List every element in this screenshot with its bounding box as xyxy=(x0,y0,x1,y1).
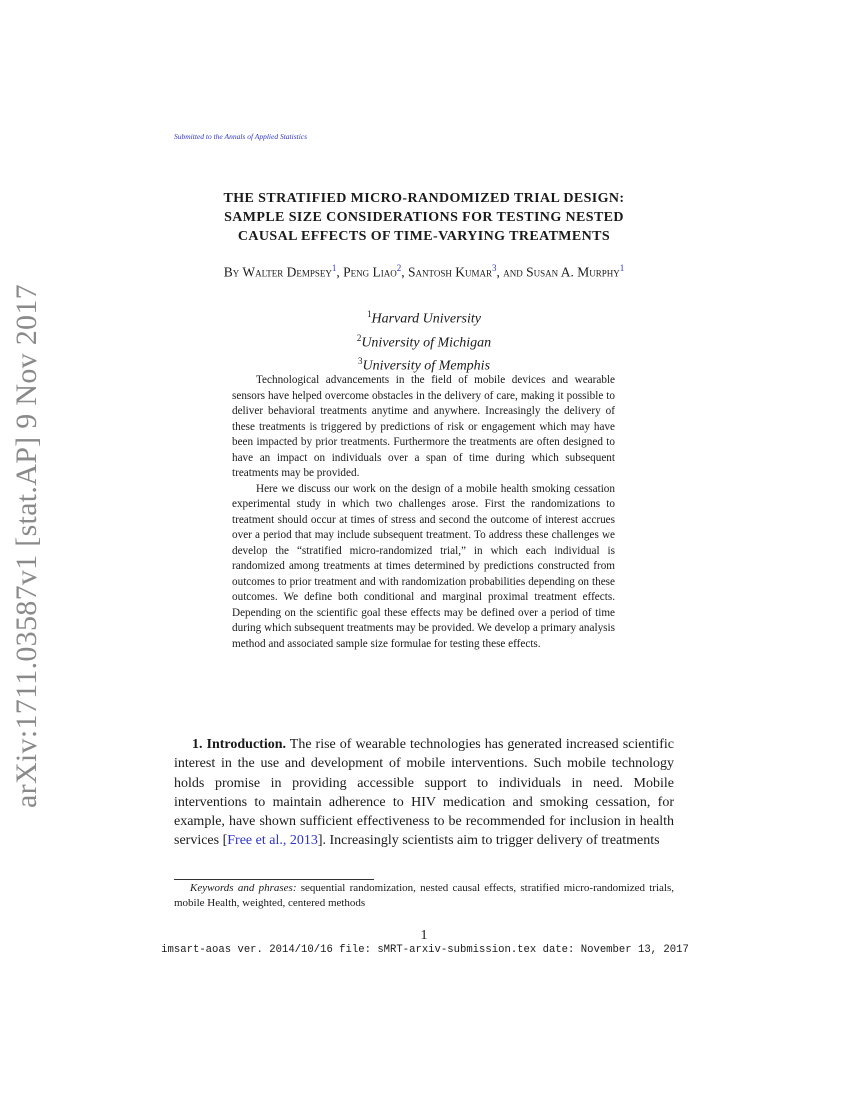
arxiv-identifier-stamp xyxy=(6,284,48,808)
introduction-section xyxy=(174,735,674,851)
arxiv-identifier-text: arXiv:1711.03587v1 [stat.AP] 9 Nov 2017 xyxy=(10,284,44,808)
keywords-footnote xyxy=(174,881,674,911)
author-separator: , and xyxy=(496,264,527,280)
title-line: SAMPLE SIZE CONSIDERATIONS FOR TESTING NESTED xyxy=(224,210,624,225)
abstract-paragraph: Technological advancements in the field of mobile devices and wearable sensors have helped overcome obstacles in the delivery of care, making it possible to deliver behavioral treatments anytime and anywhere. Increasingly the delivery of these treatments is triggered by predictions of risk or engagement which may have been impacted by prior treatments. Furthermore the treatments are often designed to have an impact on individuals over a span of time during which subsequent treatments may be provided. xyxy=(232,374,615,479)
introduction-text: ]. Increasingly scientists aim to trigger delivery of treatments xyxy=(317,833,660,849)
citation-link[interactable]: Free et al., 2013 xyxy=(227,833,318,849)
introduction-paragraph xyxy=(174,735,674,851)
footnote-divider xyxy=(174,879,374,880)
submitted-note[interactable]: Submitted to the Annals of Applied Statistics xyxy=(174,132,308,141)
author-separator: , xyxy=(401,264,409,280)
author-separator: , xyxy=(336,264,344,280)
author-list xyxy=(174,259,674,282)
title-line: THE STRATIFIED MICRO-RANDOMIZED TRIAL DESIGN: xyxy=(223,191,625,206)
affiliation-name: University of Michigan xyxy=(361,335,492,351)
section-heading: 1. Introduction. xyxy=(192,737,286,752)
keywords-label: Keywords and phrases: xyxy=(190,882,297,894)
author-name: Peng Liao xyxy=(343,264,397,280)
abstract xyxy=(232,373,615,652)
affiliation-mark: 1 xyxy=(366,309,372,319)
affiliation-name: Harvard University xyxy=(371,311,482,327)
affiliation xyxy=(174,305,674,329)
page-number: 1 xyxy=(420,928,428,943)
affiliation-mark-link[interactable]: 2 xyxy=(396,263,402,273)
affiliation-mark-link[interactable]: 1 xyxy=(619,263,625,273)
author-name: Santosh Kumar xyxy=(408,264,493,280)
affiliation-mark-link[interactable]: 3 xyxy=(492,263,497,273)
author-name: Susan A. Murphy xyxy=(526,264,620,280)
affiliation-mark: 3 xyxy=(357,356,363,367)
affiliation-mark: 2 xyxy=(356,332,362,343)
imsart-footer: imsart-aoas ver. 2014/10/16 file: sMRT-arxiv-submission.tex date: November 13, 2017 xyxy=(161,944,689,956)
author-prefix: By xyxy=(223,264,240,280)
keywords-paragraph xyxy=(174,881,674,911)
keywords-text: sequential randomization, nested causal effects, stratified micro-randomized trials, mobile Health, weighted, centered methods xyxy=(174,882,674,909)
introduction-text: The rise of wearable technologies has generated increased scientific interest in the use and development of mobile interventions. Such mobile technology holds promise in providing accessible support to individuals in need. Mobile interventions to maintain adherence to HIV medication and smoking cessation, for example, have shown sufficient effectiveness to be recommended for inclusion in health services [ xyxy=(174,737,675,849)
affiliation-list xyxy=(174,305,674,376)
affiliation-name: University of Memphis xyxy=(362,358,491,374)
paper-title xyxy=(174,189,674,246)
title-line: CAUSAL EFFECTS OF TIME-VARYING TREATMENTS xyxy=(237,229,611,244)
affiliation xyxy=(174,329,674,353)
author-name: Walter Dempsey xyxy=(242,264,332,280)
affiliation-mark-link[interactable]: 1 xyxy=(331,263,337,273)
abstract-paragraph: Here we discuss our work on the design of a mobile health smoking cessation experimental study in which two challenges arose. First the randomizations to treatment should occur at times of stress and second the outcome of interest accrues over a period that may include subsequent treatment. To address these challenges we develop the “stratified micro-randomized trial,” in which each individual is randomized among treatments at times determined by predictions constructed from outcomes to prior treatment and with randomization probabilities depending on these outcomes. We define both conditional and marginal proximal treatment effects. Depending on the scientific goal these effects may be defined over a period of time during which subsequent treatments may be provided. We develop a primary analysis method and associated sample size formulae for testing these effects. xyxy=(232,482,615,650)
